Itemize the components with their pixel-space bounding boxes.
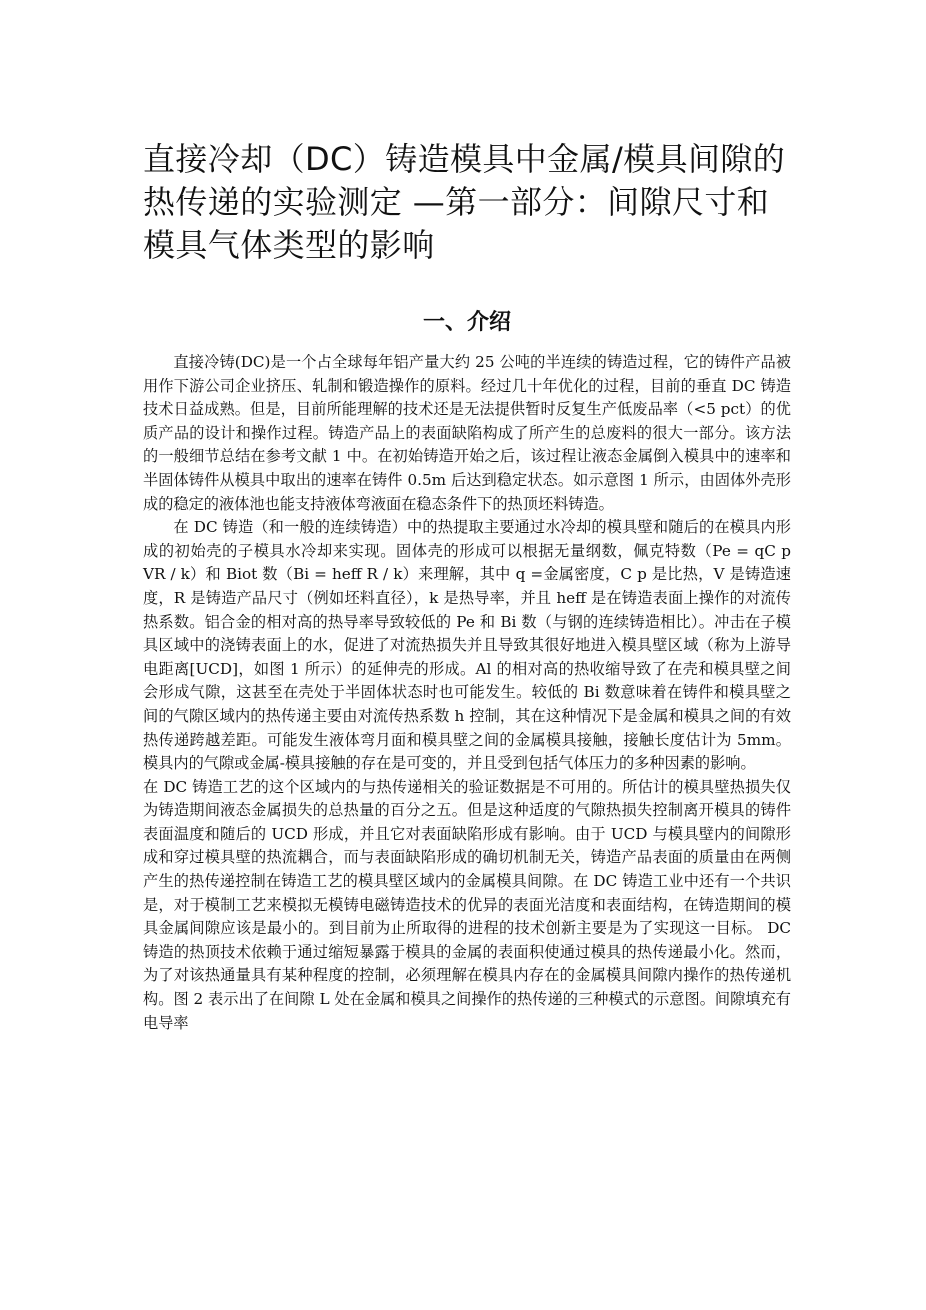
paragraph-3: 在 DC 铸造工艺的这个区域内的与热传递相关的验证数据是不可用的。所估计的模具壁热损失仅为铸造期间液态金属损失的总热量的百分之五。但是这种适度的气隙热损失控制离开模具的铸件表面温度和随后的 UCD 形成，并且它对表面缺陷形成有影响。由于 UCD 与模具壁内的间隙形成和穿过模具壁的热流耦合，而与表面缺陷形成的确切机制无关，铸造产品表面的质量由在两侧产生的热传递控制在铸造工艺的模具壁区域内的金属模具间隙。在 DC 铸造工业中还有一个共识是，对于模制工艺来模拟无模铸电磁铸造技术的优异的表面光洁度和表面结构，在铸造期间的模具金属间隙应该是最小的。到目前为止所取得的进程的技术创新主要是为了实现这一目标。 DC 铸造的热顶技术依赖于通过缩短暴露于模具的金属的表面积使通过模具的热传递最小化。然而，为了对该热通量具有某种程度的控制，必须理解在模具内存在的金属模具间隙内操作的热传递机构。图 2 表示出了在间隙 L 处在金属和模具之间操作的热传递的三种模式的示意图。间隙填充有电导率 [143,777,791,1032]
section-heading-introduction: 一、介绍 [422,310,511,335]
body-text [143,351,791,1035]
paragraph-1: 直接冷铸(DC)是一个占全球每年铝产量大约 25 公吨的半连续的铸造过程，它的铸件产品被用作下游公司企业挤压、轧制和锻造操作的原料。经过几十年优化的过程，目前的垂直 DC 铸造技术日益成熟。但是，目前所能理解的技术还是无法提供暂时反复生产低废品率（<5 pct）的优质产品的设计和操作过程。铸造产品上的表面缺陷构成了所产生的总废料的很大一部分。该方法的一般细节总结在参考文献 1 中。在初始铸造开始之后，该过程让液态金属倒入模具中的速率和半固体铸件从模具中取出的速率在铸件 0.5m 后达到稳定状态。如示意图 1 所示，由固体外壳形成的稳定的液体池也能支持液体弯液面在稳态条件下的热顶坯料铸造。 [143,353,791,513]
document-title: 直接冷却（DC）铸造模具中金属/模具间隙的热传递的实验测定 —第一部分：间隙尺寸和模具气体类型的影响 [143,140,786,264]
paragraph-2: 在 DC 铸造（和一般的连续铸造）中的热提取主要通过水冷却的模具壁和随后的在模具内形成的初始壳的子模具水冷却来实现。固体壳的形成可以根据无量纲数，佩克特数（Pe = qC p VR / k）和 Biot 数（Bi = heff R / k）来理解，其中 q =金属密度，C p 是比热，V 是铸造速度，R 是铸造产品尺寸（例如坯料直径），k 是热导率，并且 heff 是在铸造表面上操作的对流传热系数。铝合金的相对高的热导率导致较低的 Pe 和 Bi 数（与钢的连续铸造相比）。冲击在子模具区域中的浇铸表面上的水，促进了对流热损失并且导致其很好地进入模具壁区域（称为上游导电距离[UCD]，如图 1 所示）的延伸壳的形成。Al 的相对高的热收缩导致了在壳和模具壁之间会形成气隙，这甚至在壳处于半固体状态时也可能发生。较低的 Bi 数意味着在铸件和模具壁之间的气隙区域内的热传递主要由对流传热系数 h 控制，其在这种情况下是金属和模具之间的有效热传递跨越差距。可能发生液体弯月面和模具壁之间的金属模具接触，接触长度估计为 5mm。模具内的气隙或金属-模具接触的存在是可变的，并且受到包括气体压力的多种因素的影响。 [143,518,791,773]
